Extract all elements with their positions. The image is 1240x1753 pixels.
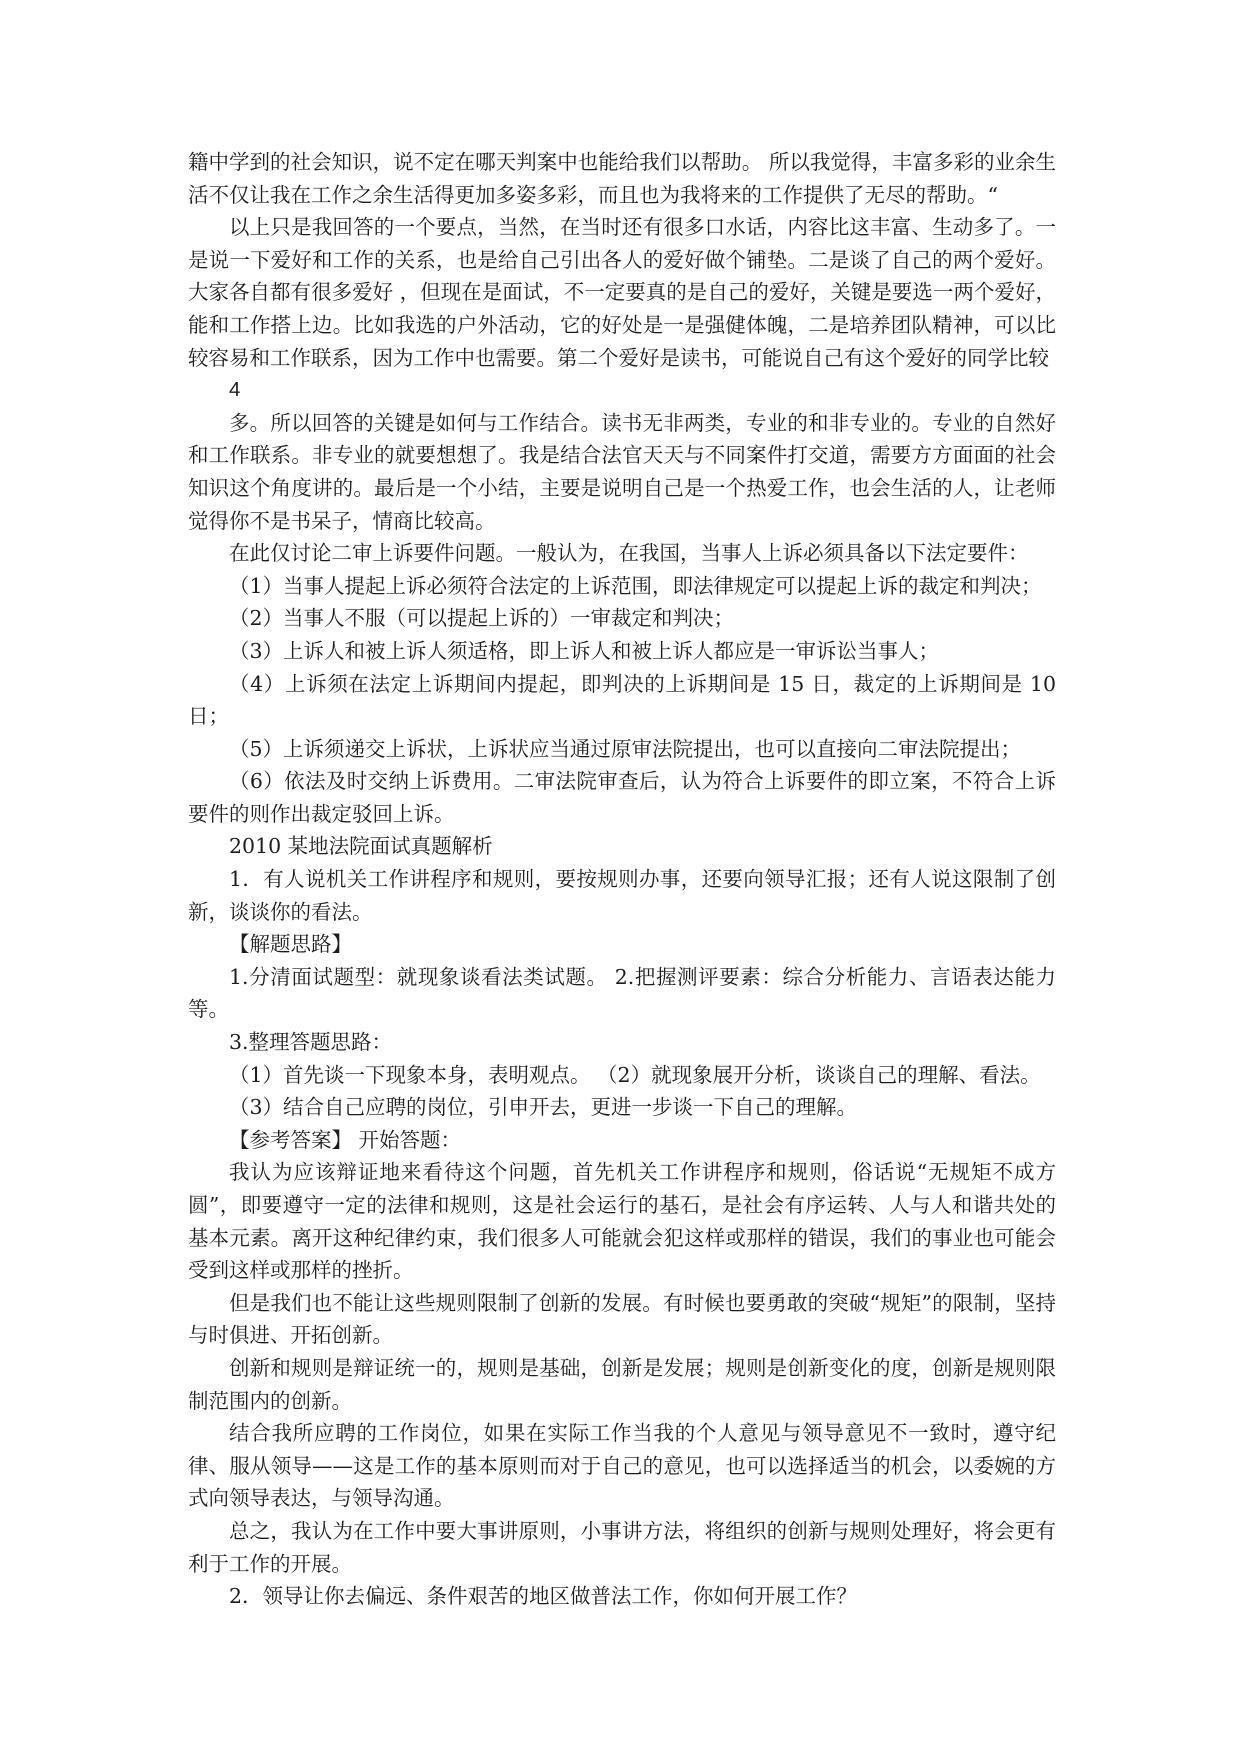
paragraph: 1.分清面试题型：就现象谈看法类试题。 2.把握测评要素：综合分析能力、言语表达能力等。 <box>188 964 1056 1022</box>
paragraph: 总之，我认为在工作中要大事讲原则，小事讲方法，将组织的创新与规则处理好，将会更有利于工作的开展。 <box>188 1518 1056 1576</box>
subheading: 【解题思路】 <box>229 932 352 957</box>
paragraph: 我认为应该辩证地来看待这个问题，首先机关工作讲程序和规则，俗话说“无规矩不成方圆”，即要遵守一定的法律和规则，这是社会运行的基石，是社会有序运转、人与人和谐共处的基本元素。离开这种纪律约束，我们很多人可能就会犯这样或那样的错误，我们的事业也可能会受到这样或那样的挫折。 <box>188 1160 1056 1283</box>
paragraph: 以上只是我回答的一个要点，当然，在当时还有很多口水话，内容比这丰富、生动多了。一是说一下爱好和工作的关系，也是给自己引出各人的爱好做个铺垫。二是谈了自己的两个爱好。大家各自都有很多爱好 ，但现在是面试，不一定要真的是自己的爱好，关键是要选一两个爱好，能和工作搭上边。比如我选的户外活动，它的好处是一是强健体魄，二是培养团队精神，可以比较容易和工作联系，因为工作中也需要。第二个爱好是读书，可能说自己有这个爱好的同学比较 <box>188 215 1056 370</box>
list-item: （1）当事人提起上诉必须符合法定的上诉范围，即法律规定可以提起上诉的裁定和判决； <box>229 573 1042 598</box>
question: 1．有人说机关工作讲程序和规则，要按规则办事，还要向领导汇报；还有人说这限制了创新，谈谈你的看法。 <box>188 867 1056 924</box>
paragraph: 3.整理答题思路： <box>229 1030 393 1055</box>
document-page <box>188 146 1056 1613</box>
subheading: 【参考答案】 开始答题： <box>229 1127 462 1152</box>
page-number: 4 <box>229 378 241 402</box>
list-item: （4）上诉须在法定上诉期间内提起，即判决的上诉期间是 15 日，裁定的上诉期间是 10 日； <box>188 671 1056 729</box>
paragraph: 创新和规则是辩证统一的，规则是基础，创新是发展；规则是创新变化的度，创新是规则限制范围内的创新。 <box>188 1355 1056 1413</box>
list-item: （6）依法及时交纳上诉费用。二审法院审查后，认为符合上诉要件的即立案，不符合上诉要件的则作出裁定驳回上诉。 <box>188 769 1056 826</box>
list-item: （2）当事人不服（可以提起上诉的）一审裁定和判决； <box>229 606 735 631</box>
paragraph: 但是我们也不能让这些规则限制了创新的发展。有时候也要勇敢的突破“规矩”的限制，坚持与时俱进、开拓创新。 <box>188 1290 1056 1348</box>
list-item: （3）上诉人和被上诉人须适格，即上诉人和被上诉人都应是一审诉讼当事人； <box>229 638 940 663</box>
paragraph: （1）首先谈一下现象本身，表明观点。 （2）就现象展开分析，谈谈自己的理解、看法。 <box>229 1062 1041 1087</box>
paragraph: 在此仅讨论二审上诉要件问题。一般认为，在我国，当事人上诉必须具备以下法定要件： <box>229 541 1029 566</box>
paragraph: 多。所以回答的关键是如何与工作结合。读书无非两类，专业的和非专业的。专业的自然好和工作联系。非专业的就要想想了。我是结合法官天天与不同案件打交道，需要方方面面的社会知识这个角度讲的。最后是一个小结，主要是说明自己是一个热爱工作，也会生活的人，让老师觉得你不是书呆子，情商比较高。 <box>188 410 1056 533</box>
list-item: （5）上诉须递交上诉状，上诉状应当通过原审法院提出，也可以直接向二审法院提出； <box>229 736 1022 761</box>
paragraph: 籍中学到的社会知识，说不定在哪天判案中也能给我们以帮助。 所以我觉得，丰富多彩的业余生活不仅让我在工作之余生活得更加多姿多彩，而且也为我将来的工作提供了无尽的帮助。“ <box>188 150 1056 207</box>
question: 2．领导让你去偏远、条件艰苦的地区做普法工作，你如何开展工作？ <box>229 1584 858 1609</box>
paragraph: 结合我所应聘的工作岗位，如果在实际工作当我的个人意见与领导意见不一致时，遵守纪律、服从领导——这是工作的基本原则而对于自己的意见，也可以选择适当的机会，以委婉的方式向领导表达，与领导沟通。 <box>188 1421 1056 1511</box>
section-heading: 2010 某地法院面试真题解析 <box>229 834 493 859</box>
paragraph: （3）结合自己应聘的岗位，引申开去，更进一步谈一下自己的理解。 <box>229 1095 858 1120</box>
